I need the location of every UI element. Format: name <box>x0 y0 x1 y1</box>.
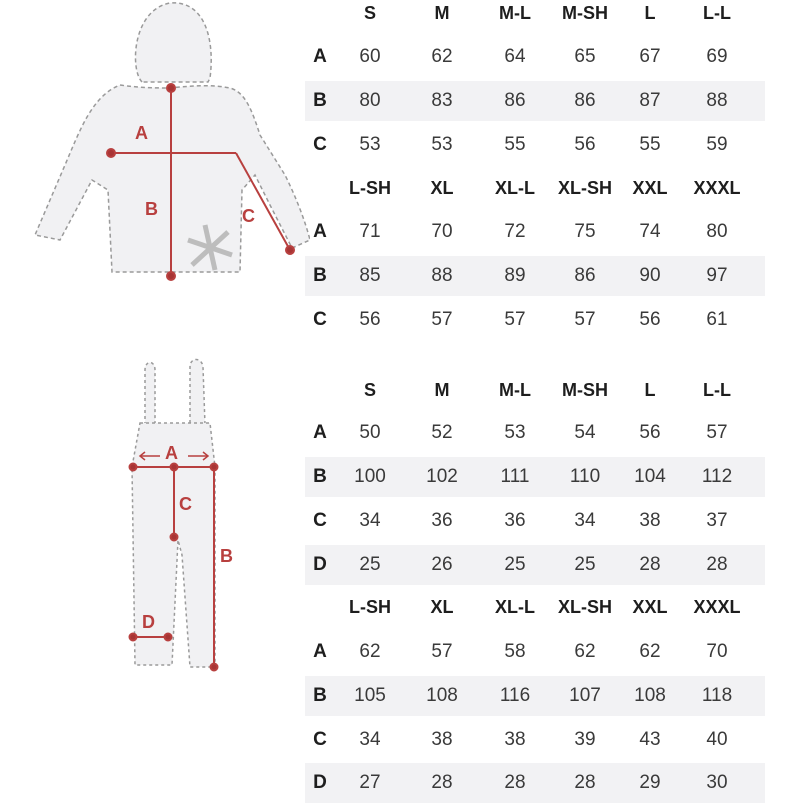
size-header: L-L <box>703 380 731 400</box>
cell: 88 <box>706 90 728 111</box>
cell: 53 <box>431 134 453 155</box>
size-header: L <box>644 3 656 23</box>
cell: 57 <box>431 641 453 662</box>
cell: 30 <box>706 772 728 793</box>
table-row <box>305 256 765 296</box>
row-label: A <box>313 641 327 662</box>
cell: 28 <box>504 772 526 793</box>
cell: 86 <box>574 90 596 111</box>
cell: 80 <box>706 221 728 242</box>
size-header-row <box>305 370 765 410</box>
cell: 61 <box>706 309 728 330</box>
table-row <box>305 300 765 340</box>
table-row <box>305 413 765 453</box>
bib-pants-size-table-2 <box>305 587 765 800</box>
cell: 55 <box>639 134 661 155</box>
row-label: C <box>313 729 327 750</box>
cell: 53 <box>504 422 526 443</box>
size-header: XXL <box>632 178 668 198</box>
cell: 75 <box>574 221 596 242</box>
cell: 34 <box>359 510 381 531</box>
cell: 86 <box>504 90 526 111</box>
cell: 104 <box>634 466 666 487</box>
cell: 56 <box>639 309 661 330</box>
cell: 107 <box>569 685 601 706</box>
cell: 43 <box>639 729 661 750</box>
cell: 70 <box>431 221 453 242</box>
cell: 102 <box>426 466 458 487</box>
row-label: B <box>313 90 327 111</box>
cell: 65 <box>574 46 596 67</box>
cell: 105 <box>354 685 386 706</box>
cell: 58 <box>504 641 526 662</box>
size-header: XXXL <box>693 178 741 198</box>
cell: 71 <box>359 221 381 242</box>
size-header: L-SH <box>349 178 391 198</box>
cell: 74 <box>639 221 661 242</box>
row-label: C <box>313 510 327 531</box>
cell: 67 <box>639 46 661 67</box>
cell: 25 <box>504 554 526 575</box>
jacket-size-table-1 <box>305 0 765 170</box>
pants-label-a: A <box>165 443 178 463</box>
cell: 118 <box>701 685 733 706</box>
size-header: XL <box>430 178 454 198</box>
cell: 56 <box>639 422 661 443</box>
cell: 28 <box>639 554 661 575</box>
jacket-label-c: C <box>242 206 255 226</box>
cell: 26 <box>431 554 453 575</box>
cell: 29 <box>639 772 661 793</box>
table-row <box>305 212 765 252</box>
cell: 62 <box>574 641 596 662</box>
cell: 40 <box>706 729 728 750</box>
cell: 39 <box>574 729 596 750</box>
table-row <box>305 37 765 77</box>
size-header-row <box>305 0 765 33</box>
cell: 108 <box>426 685 458 706</box>
pants-label-b: B <box>220 546 233 566</box>
cell: 59 <box>706 134 728 155</box>
size-header: S <box>363 3 376 23</box>
bib-pants-diagram <box>110 355 250 675</box>
row-label: B <box>313 265 327 286</box>
cell: 60 <box>359 46 381 67</box>
cell: 38 <box>639 510 661 531</box>
size-header-row <box>305 587 765 627</box>
cell: 100 <box>354 466 386 487</box>
cell: 62 <box>359 641 381 662</box>
size-header: M <box>434 380 450 400</box>
cell: 54 <box>574 422 596 443</box>
table-row <box>305 763 765 803</box>
cell: 27 <box>359 772 381 793</box>
row-label: D <box>313 554 327 575</box>
row-label: C <box>313 134 327 155</box>
size-header: XL-L <box>495 597 535 617</box>
cell: 38 <box>504 729 526 750</box>
jacket-label-b: B <box>145 199 158 219</box>
size-header: L <box>644 380 656 400</box>
size-header: S <box>363 380 376 400</box>
cell: 69 <box>706 46 728 67</box>
size-header: M-L <box>499 380 531 400</box>
row-label: A <box>313 221 327 242</box>
cell: 52 <box>431 422 453 443</box>
size-header: XL-L <box>495 178 535 198</box>
size-header: XXXL <box>693 597 741 617</box>
cell: 116 <box>499 685 531 706</box>
row-label: B <box>313 466 327 487</box>
jacket-size-table-2 <box>305 168 765 338</box>
cell: 90 <box>639 265 661 286</box>
cell: 50 <box>359 422 381 443</box>
cell: 34 <box>359 729 381 750</box>
row-label: A <box>313 422 327 443</box>
cell: 108 <box>634 685 666 706</box>
cell: 89 <box>504 265 526 286</box>
size-header: XXL <box>632 597 668 617</box>
size-header: L-L <box>703 3 731 23</box>
cell: 37 <box>706 510 728 531</box>
row-label: B <box>313 685 327 706</box>
cell: 57 <box>574 309 596 330</box>
cell: 57 <box>431 309 453 330</box>
bib-pants-size-table-1 <box>305 370 765 585</box>
size-header-row <box>305 168 765 208</box>
cell: 57 <box>504 309 526 330</box>
cell: 86 <box>574 265 596 286</box>
cell: 85 <box>359 265 381 286</box>
cell: 110 <box>569 466 601 487</box>
cell: 36 <box>504 510 526 531</box>
pants-label-c: C <box>179 494 192 514</box>
table-row <box>305 125 765 165</box>
table-row <box>305 676 765 716</box>
cell: 97 <box>706 265 728 286</box>
size-header: M-SH <box>562 3 608 23</box>
cell: 80 <box>359 90 381 111</box>
cell: 55 <box>504 134 526 155</box>
pants-label-d: D <box>142 612 155 632</box>
size-header: XL-SH <box>558 597 612 617</box>
cell: 62 <box>431 46 453 67</box>
size-header: XL <box>430 597 454 617</box>
cell: 28 <box>706 554 728 575</box>
table-row <box>305 720 765 760</box>
cell: 53 <box>359 134 381 155</box>
table-row <box>305 632 765 672</box>
size-header: XL-SH <box>558 178 612 198</box>
cell: 88 <box>431 265 453 286</box>
cell: 25 <box>574 554 596 575</box>
cell: 36 <box>431 510 453 531</box>
cell: 87 <box>639 90 661 111</box>
cell: 64 <box>504 46 526 67</box>
cell: 34 <box>574 510 596 531</box>
size-header: M <box>434 3 450 23</box>
table-row <box>305 81 765 121</box>
cell: 111 <box>500 466 530 487</box>
jacket-diagram <box>20 0 310 290</box>
jacket-label-a: A <box>135 123 148 143</box>
table-row <box>305 501 765 541</box>
table-row <box>305 545 765 585</box>
cell: 28 <box>574 772 596 793</box>
cell: 56 <box>359 309 381 330</box>
cell: 25 <box>359 554 381 575</box>
cell: 28 <box>431 772 453 793</box>
size-header: L-SH <box>349 597 391 617</box>
cell: 83 <box>431 90 453 111</box>
table-row <box>305 457 765 497</box>
row-label: C <box>313 309 327 330</box>
size-header: M-SH <box>562 380 608 400</box>
cell: 72 <box>504 221 526 242</box>
row-label: A <box>313 46 327 67</box>
cell: 112 <box>701 466 733 487</box>
cell: 38 <box>431 729 453 750</box>
size-header: M-L <box>499 3 531 23</box>
cell: 62 <box>639 641 661 662</box>
cell: 70 <box>706 641 728 662</box>
row-label: D <box>313 772 327 793</box>
cell: 56 <box>574 134 596 155</box>
cell: 57 <box>706 422 728 443</box>
